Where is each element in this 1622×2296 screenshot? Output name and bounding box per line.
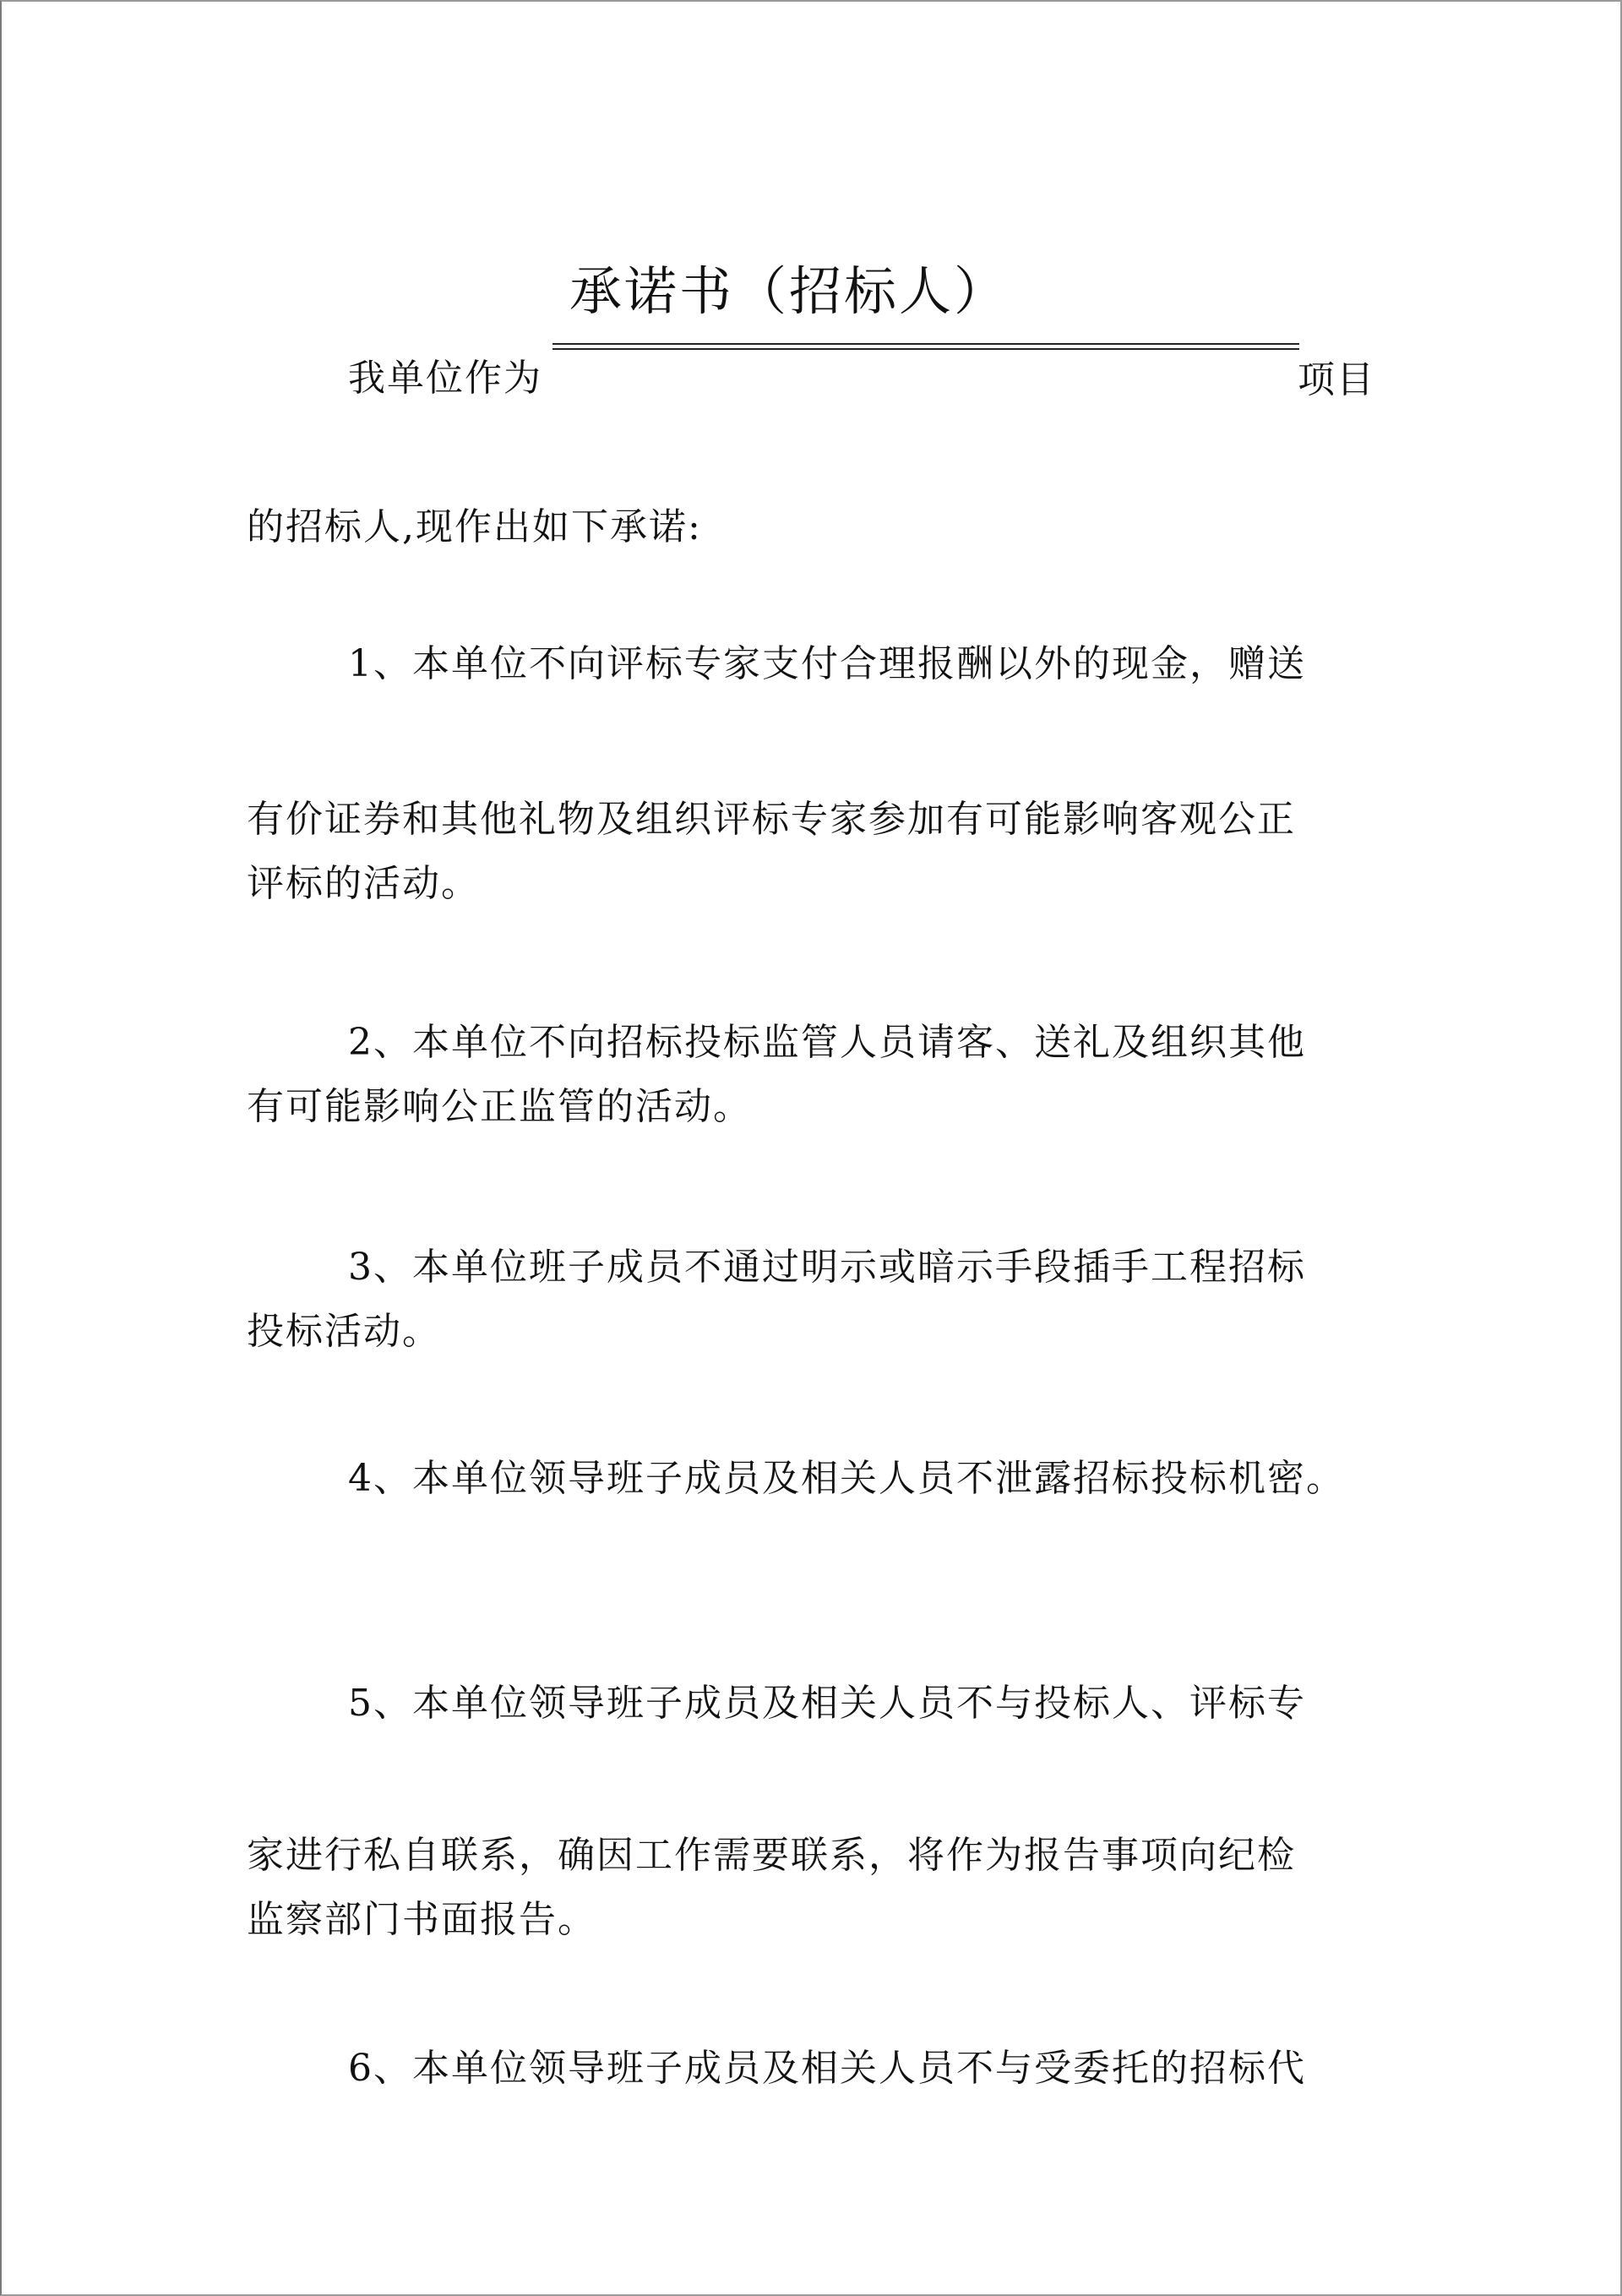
item-3-line-2: 投标活动。 [247, 1310, 441, 1353]
project-name-blank [552, 343, 1299, 350]
item-3-line-1: 3、本单位班子成员不通过明示或暗示手段插手工程招标 [348, 1246, 1306, 1289]
intro-suffix: 项目 [1298, 358, 1375, 401]
item-5-line-2: 家进行私自联系，确因工作需要联系，将作为报告事项向纪检 [247, 1834, 1296, 1877]
item-1-line-3: 评标的活动。 [247, 862, 480, 905]
document-title: 承诺书（招标人） [569, 260, 1010, 322]
item-6-line-1: 6、本单位领导班子成员及相关人员不与受委托的招标代 [348, 2047, 1306, 2090]
intro-prefix: 我单位作为 [348, 357, 542, 400]
item-4-line-1: 4、本单位领导班子成员及相关人员不泄露招标投标机密。 [348, 1457, 1345, 1500]
item-2-line-2: 有可能影响公正监管的活动。 [247, 1085, 752, 1128]
item-5-line-1: 5、本单位领导班子成员及相关人员不与投标人、评标专 [348, 1682, 1306, 1725]
intro-continuation: 的招标人,现作出如下承诺: [247, 505, 702, 548]
item-5-line-3: 监察部门书面报告。 [247, 1898, 596, 1941]
item-2-line-1: 2、本单位不向招标投标监管人员请客、送礼及组织其他 [348, 1021, 1306, 1064]
item-1-line-1: 1、本单位不向评标专家支付合理报酬以外的现金，赠送 [348, 642, 1306, 685]
item-1-line-2: 有价证券和其他礼物及组织评标专家参加有可能影响客观公正 [247, 798, 1296, 841]
